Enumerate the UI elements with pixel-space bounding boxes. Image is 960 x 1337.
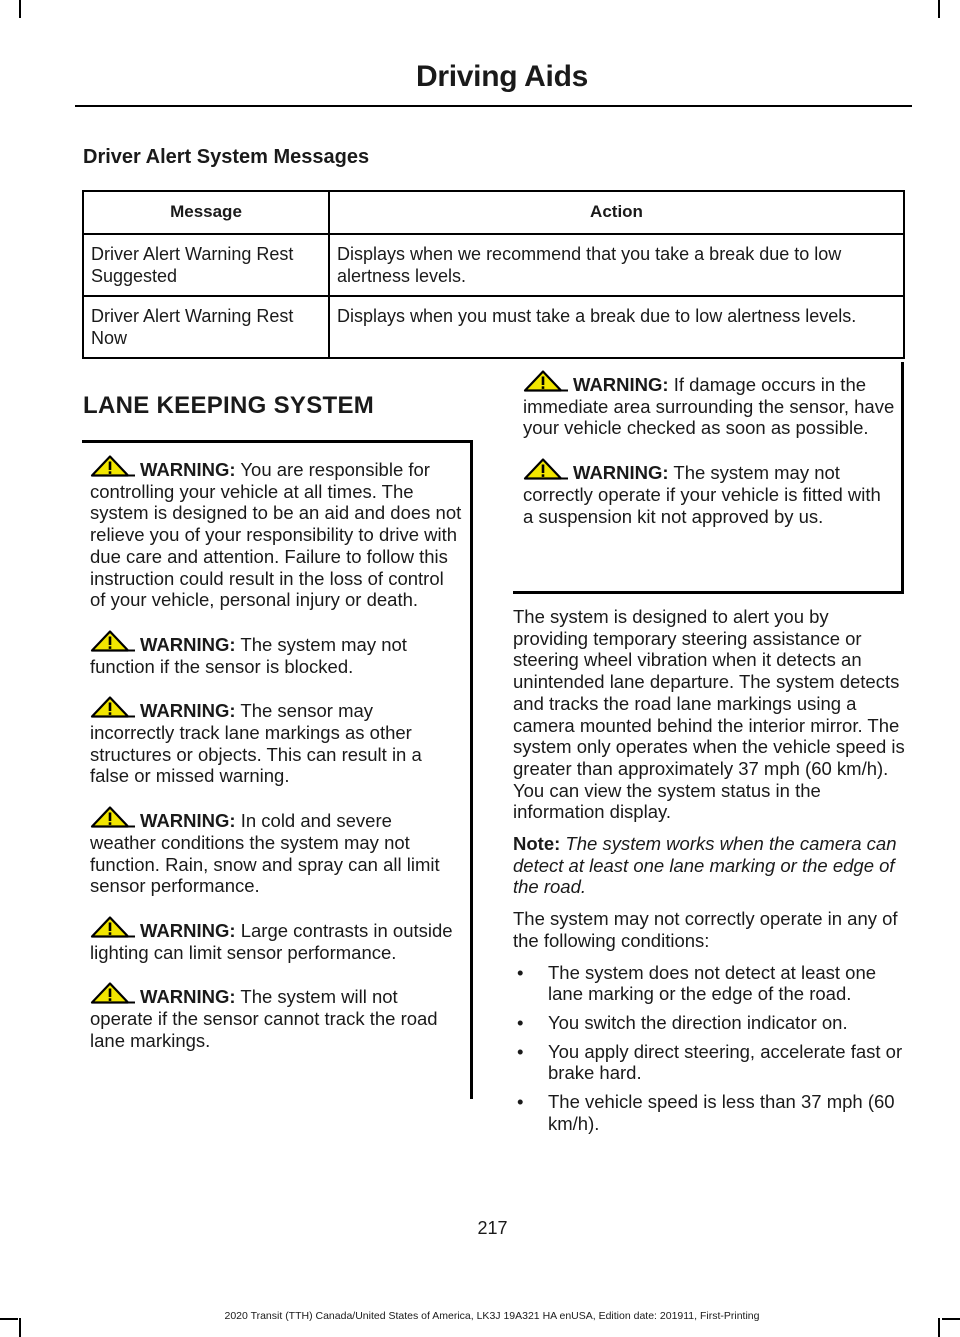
warning-text: You are responsible for controlling your vehicle at all times. The system is designed to be an aid and does not relieve you of your responsibility to drive with due care and attention. Failure to follow this instruction could result in the loss of control of your vehicle, personal injury or death. xyxy=(90,459,462,611)
warning-item xyxy=(90,982,462,1051)
message-cell: Driver Alert Warning Rest Suggested xyxy=(83,234,329,296)
crop-mark-top-right xyxy=(938,0,940,18)
warning-triangle-icon xyxy=(523,458,569,480)
warning-item xyxy=(90,696,462,787)
list-item: • You apply direct steering, accelerate fast or brake hard. xyxy=(513,1041,908,1084)
column-header-message: Message xyxy=(83,191,329,234)
crop-mark-top-left xyxy=(19,0,21,18)
warning-label: WARNING: xyxy=(140,633,236,655)
warning-label: WARNING: xyxy=(140,919,236,941)
warning-label: WARNING: xyxy=(573,462,669,484)
warning-triangle-icon xyxy=(90,916,136,938)
warning-label: WARNING: xyxy=(140,700,236,722)
warning-text: In cold and severe weather conditions the system may not function. Rain, snow and spray can all limit sensor performance. xyxy=(90,810,440,897)
header-rule xyxy=(75,105,912,107)
lane-keeping-body xyxy=(513,606,908,1141)
warning-label: WARNING: xyxy=(573,374,669,395)
warning-triangle-icon xyxy=(90,696,136,718)
warning-triangle-icon xyxy=(90,455,136,477)
warning-item xyxy=(90,916,462,963)
warning-text: The system may not function if the sensor is blocked. xyxy=(90,633,407,677)
action-cell: Displays when we recommend that you take a break due to low alertness levels. xyxy=(329,234,904,296)
warning-text: The sensor may incorrectly track lane markings as other structures or objects. This can result in a false or missed warning. xyxy=(90,700,422,787)
warning-text: The system will not operate if the sensor cannot track the road lane markings. xyxy=(90,986,438,1051)
column-header-action: Action xyxy=(329,191,904,234)
warning-triangle-icon xyxy=(90,630,136,652)
driver-alert-heading: Driver Alert System Messages xyxy=(83,146,370,168)
warning-text: Large contrasts in outside lighting can limit sensor performance. xyxy=(90,919,453,963)
page-footer: 2020 Transit (TTH) Canada/United States of America, LK3J 19A321 HA enUSA, Edition date: 201911, First-Printing xyxy=(224,1310,760,1322)
table-row xyxy=(83,234,904,296)
warning-item xyxy=(90,455,462,611)
conditions-list xyxy=(513,962,908,1135)
page-number: 217 xyxy=(477,1218,508,1238)
warnings-box-right xyxy=(513,362,904,594)
conditions-intro: The system may not correctly operate in any of the following conditions: xyxy=(513,908,898,951)
note-label: Note: xyxy=(513,833,561,855)
note-text: The system works when the camera can detect at least one lane marking or the edge of the road. xyxy=(513,833,897,898)
list-item: • The vehicle speed is less than 37 mph (60 km/h). xyxy=(513,1091,908,1134)
page-header-title: Driving Aids xyxy=(416,60,588,93)
warning-triangle-icon xyxy=(523,370,569,392)
table-row xyxy=(83,296,904,358)
warning-item xyxy=(523,458,895,527)
warning-label: WARNING: xyxy=(140,459,236,480)
warning-triangle-icon xyxy=(90,982,136,1004)
warning-item xyxy=(90,806,462,897)
lane-keeping-description: The system is designed to alert you by providing temporary steering assistance or steering wheel vibration when it detects an unintended lane departure. The system detects and tracks the road lane markings using a camera mounted behind the interior mirror. The system only operates when the vehicle speed is greater than approximately 37 mph (60 km/h). You can view the system status in the information display. xyxy=(513,606,905,823)
warning-item xyxy=(90,630,462,677)
warning-label: WARNING: xyxy=(140,986,236,1008)
warning-label: WARNING: xyxy=(140,810,236,832)
message-cell: Driver Alert Warning Rest Now xyxy=(83,296,329,358)
action-cell: Displays when you must take a break due to low alertness levels. xyxy=(329,296,904,358)
warning-text: The system may not correctly operate if your vehicle is fitted with a suspension kit not approved by us. xyxy=(523,462,881,527)
driver-alert-messages-table xyxy=(82,190,905,359)
warning-triangle-icon xyxy=(90,806,136,828)
warning-item xyxy=(523,370,895,439)
list-item: • The system does not detect at least one lane marking or the edge of the road. xyxy=(513,962,908,1005)
lane-keeping-heading: LANE KEEPING SYSTEM xyxy=(83,392,375,419)
note-paragraph xyxy=(513,833,908,898)
warnings-box-left xyxy=(82,440,473,1099)
warning-text: If damage occurs in the immediate area surrounding the sensor, have your vehicle checked as soon as possible. xyxy=(523,374,895,439)
list-item: • You switch the direction indicator on. xyxy=(513,1012,908,1034)
table-header-row xyxy=(83,191,904,234)
